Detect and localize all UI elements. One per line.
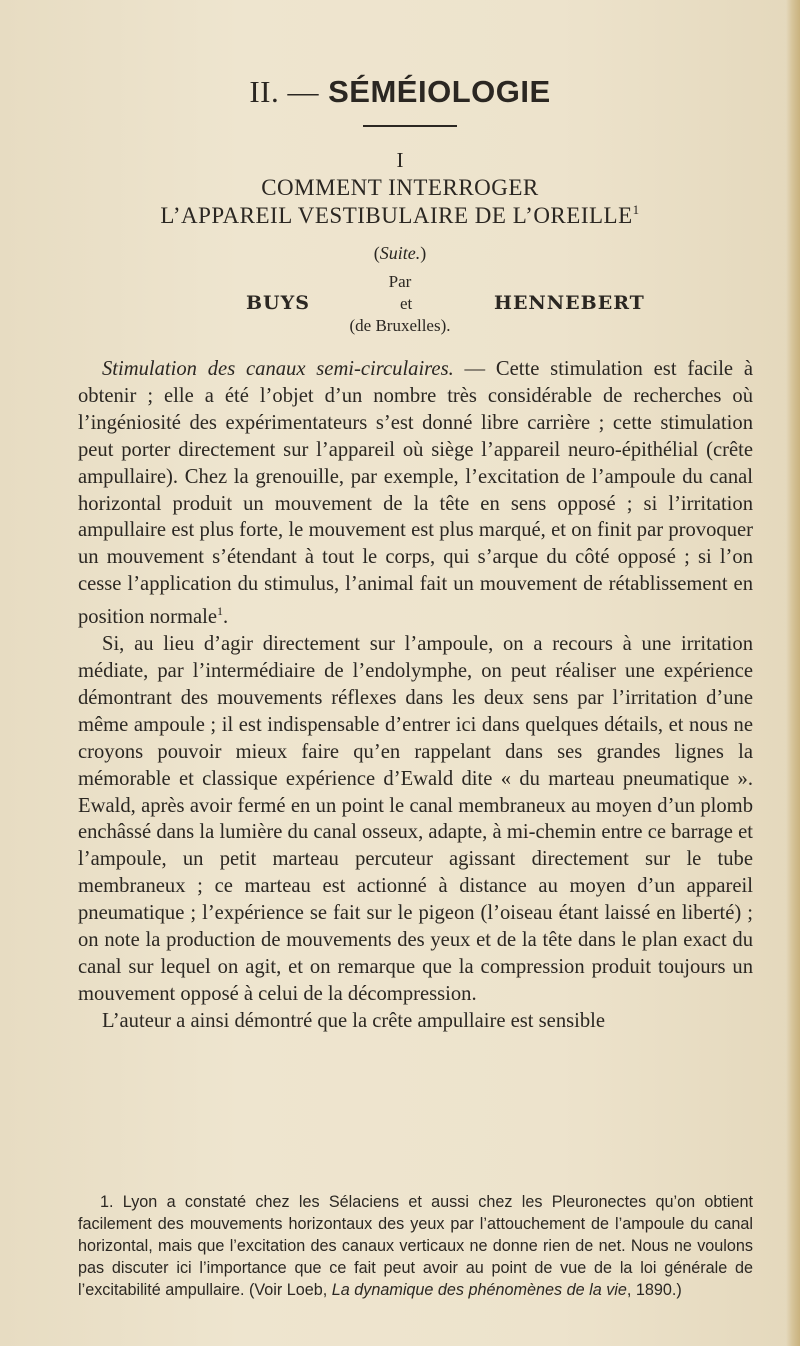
footnote-reference-end: , 1890.): [626, 1281, 682, 1300]
article-title-line1: COMMENT INTERROGER: [261, 175, 539, 200]
suite-text: Suite.: [379, 243, 421, 263]
article-title-line2: [0, 202, 800, 229]
heading-rule: [363, 125, 457, 127]
footnote-text: 1. Lyon a constaté chez les Sélaciens et aussi chez les Pleuronectes qu’on obtient facilement des mouvements horizontaux des yeux par l’attouchement de l’ampoule du canal horizontal, mais que l’excitation des canaux verticaux ne donne rien de net. Nous ne voulons pas discuter ici l’importance que ce fait peut avoir au point de vue de la loi générale de l’excitabilité ampullaire. (Voir Loeb,: [78, 1193, 753, 1300]
footnote-reference-title: La dynamique des phénomènes de la vie: [331, 1281, 627, 1300]
author-conjunction: et: [400, 294, 413, 313]
footnote: [78, 1191, 753, 1301]
paragraph-1-lead: Stimulation des canaux semi-circulaires.: [102, 358, 454, 380]
article-number: I: [396, 148, 404, 172]
section-heading: [0, 74, 800, 110]
body-text: [78, 356, 753, 1035]
paragraph-1: [78, 356, 753, 631]
paragraph-2: Si, au lieu d’agir directement sur l’ampoule, on a recours à une irritation médiate, par l’intermédiaire de l’endolymphe, on peut réaliser une expérience démontrant des mouvements réflexes dans les deux sens par l’irritation d’une même ampoule ; il est indispensable d’entrer ici dans quelques détails, et nous ne croyons pouvoir mieux faire qu’en rappelant dans ses grandes lignes la mémorable et classique expérience d’Ewald dite « du marteau pneumatique ». Ewald, après avoir fermé en un point le canal membraneux au moyen d’un plomb enchâssé dans la lumière du canal osseux, adapte, à mi-chemin entre ce barrage et l’ampoule, un petit marteau percuteur agissant directement sur le tube membraneux ; ce marteau est actionné à distance au moyen d’un appareil pneumatique ; l’expérience se fait sur le pigeon (l’oiseau étant laissé en liberté) ; on note la production de mouvements des yeux et de la tête dans le plan exact du canal sur lequel on agit, et on remarque que la compression produit toujours un mouvement opposé à celui de la décompression.: [78, 633, 753, 1005]
author-buys: BUYS: [246, 292, 310, 314]
by-label: Par: [388, 272, 412, 291]
article-title-line2-text: L’APPAREIL VESTIBULAIRE DE L’OREILLE: [160, 203, 633, 228]
title-footnote-mark: 1: [632, 202, 640, 217]
footnote-paragraph: [78, 1191, 753, 1301]
author-hennebert: HENNEBERT: [494, 292, 645, 314]
paragraph-1-end: .: [223, 606, 229, 629]
paragraph-3: L’auteur a ainsi démontré que la crête ampullaire est sensible: [102, 1009, 606, 1032]
suite-label: (Suite.): [373, 243, 427, 263]
footnote-reference: 1: [217, 604, 223, 619]
author-origin: (de Bruxelles).: [349, 316, 451, 335]
paragraph-1-text: — Cette stimulation est facile à obtenir ; elle a été l’objet d’un nombre très considérable de recherches où l’ingéniosité des expérimentateurs s’est donné libre carrière ; cette stimulation peut porter directement sur l’appareil où siège l’appareil neuro-épithélial (crête ampullaire). Chez la grenouille, par exemple, l’excitation de l’ampoule du canal horizontal produit un mouvement de la tête en sens opposé ; si l’irritation ampullaire est plus forte, le mouvement est plus marqué, et on finit par provoquer un mouvement s’étendant à tout le corps, qui s’arque du côté opposé ; si l’on cesse l’application du stimulus, l’animal fait un mouvement de rétablissement en position normale: [78, 358, 753, 629]
authors-line: [0, 292, 800, 318]
section-number: II. —: [249, 74, 319, 109]
section-title: SÉMÉIOLOGIE: [328, 74, 551, 109]
